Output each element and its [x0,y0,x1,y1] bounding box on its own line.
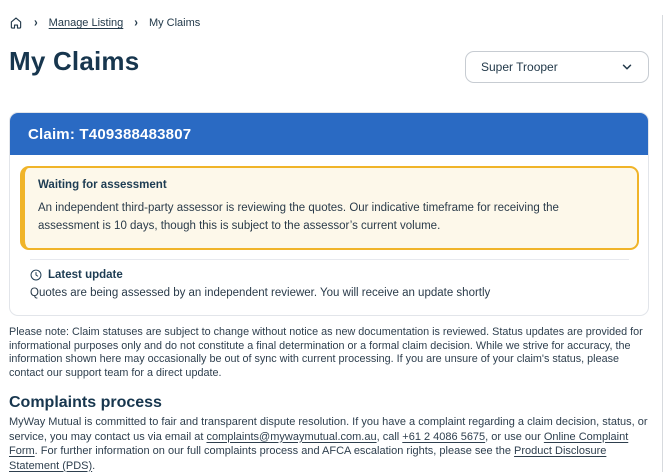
breadcrumb [9,15,649,31]
page-title: My Claims [9,46,140,76]
complaints-phone-link[interactable]: +61 2 4086 5675 [402,430,486,443]
online-complaint-form-link[interactable]: Online Complaint Form [9,430,629,457]
breadcrumb-manage-listing[interactable]: Manage Listing [48,17,124,29]
complaints-text-3: , or use our [485,430,544,443]
listing-selector-dropdown[interactable] [465,51,649,83]
status-alert-body: An independent third-party assessor is reviewing the quotes. Our indicative timeframe for receiving the assessment is 10 days, though this is subject to the assessor’s current volume. [38,202,559,232]
claim-card-header [10,113,648,155]
complaints-email-link[interactable]: complaints@mywaymutual.com.au [206,430,377,443]
status-alert-title: Waiting for assessment [38,179,167,191]
latest-update-section [20,260,639,299]
page-right-border [662,15,663,472]
claim-card-body [10,155,648,315]
latest-update-body: Quotes are being assessed by an independent reviewer. You will receive an update shortly [30,287,491,299]
chevron-down-icon [620,60,634,74]
page-header-row [9,46,649,83]
pds-link[interactable]: Product Disclosure Statement (PDS) [9,445,607,472]
breadcrumb-separator: › [34,16,38,30]
claim-card [9,112,649,316]
breadcrumb-separator: › [134,16,138,30]
complaints-text-5: . [92,459,96,472]
latest-update-label: Latest update [48,269,123,281]
complaints-heading: Complaints process [9,394,162,411]
breadcrumb-my-claims: My Claims [148,17,201,29]
complaints-text-2: , call [376,430,403,443]
main-content [0,15,670,473]
home-icon[interactable] [9,16,23,30]
complaints-paragraph [9,415,649,473]
complaints-text-1: MyWay Mutual is committed to fair and transparent dispute resolution. If you have a complaint regarding a claim decision, status, or service, you may contact us via email at [9,416,648,443]
status-disclaimer-text: Please note: Claim statuses are subject to change without notice as new documentation is reviewed. Status updates are provided for informational purposes only and do not constitute a final determination or a formal claim decision. While we strive for accuracy, the information shown here may occasionally be out of sync with current processing. If you are unsure of your claim's status, please contact our support team for a direct update. [9,326,643,379]
claim-number-title: Claim: T409388483807 [28,125,192,143]
complaints-text-4: . For further information on our full complaints process and AFCA escalation rights, please see the [34,445,515,457]
listing-selector-value: Super Trooper [481,60,558,74]
status-alert [20,166,639,250]
clock-icon [30,269,42,281]
